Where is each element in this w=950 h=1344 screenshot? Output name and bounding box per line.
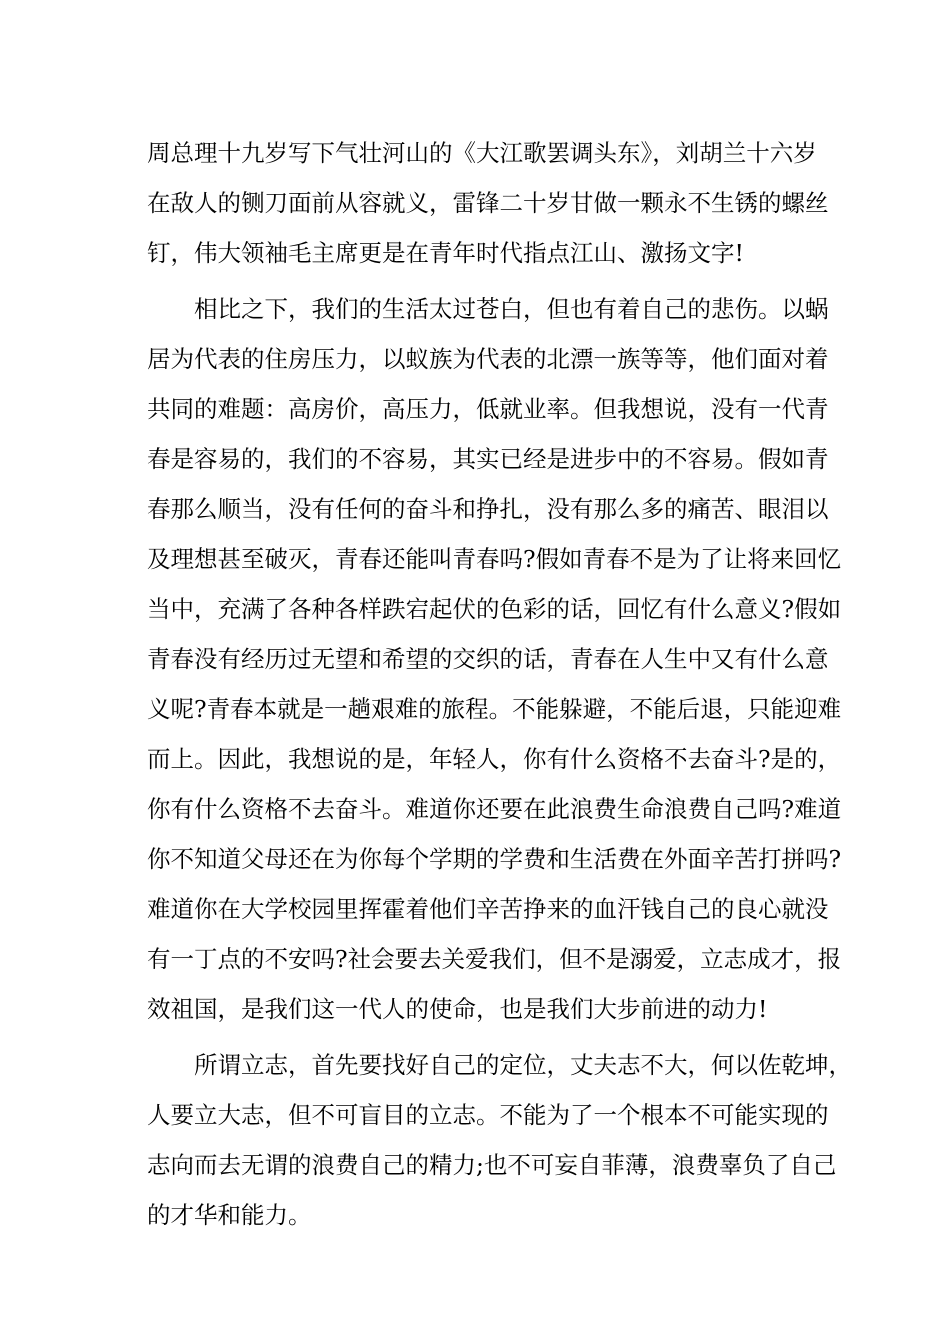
text-line: 及理想甚至破灭，青春还能叫青春吗?假如青春不是为了让将来回忆 xyxy=(147,545,842,573)
text-line: 人要立大志，但不可盲目的立志。不能为了一个根本不可能实现的 xyxy=(147,1101,829,1129)
text-line: 青春没有经历过无望和希望的交织的话，青春在人生中又有什么意 xyxy=(147,645,829,673)
text-line: 义呢?青春本就是一趟艰难的旅程。不能躲避，不能后退，只能迎难 xyxy=(147,695,842,723)
text-line: 你有什么资格不去奋斗。难道你还要在此浪费生命浪费自己吗?难道 xyxy=(147,795,842,823)
text-line: 居为代表的住房压力，以蚁族为代表的北漂一族等等，他们面对着 xyxy=(147,345,829,373)
paragraph-2 xyxy=(147,284,842,1034)
text-line: 难道你在大学校园里挥霍着他们辛苦挣来的血汗钱自己的良心就没 xyxy=(147,895,829,923)
text-line: 周总理十九岁写下气壮河山的《大江歌罢调头东》，刘胡兰十六岁 xyxy=(147,139,817,167)
paragraph-1 xyxy=(147,128,829,278)
text-line: 相比之下，我们的生活太过苍白，但也有着自己的悲伤。以蜗 xyxy=(194,295,829,323)
text-line: 当中，充满了各种各样跌宕起伏的色彩的话，回忆有什么意义?假如 xyxy=(147,595,842,623)
paragraph-3 xyxy=(147,1040,852,1240)
text-line: 有一丁点的不安吗?社会要去关爱我们，但不是溺爱，立志成才，报 xyxy=(147,945,842,973)
text-line: 春那么顺当，没有任何的奋斗和挣扎，没有那么多的痛苦、眼泪以 xyxy=(147,495,829,523)
text-line: 春是容易的，我们的不容易，其实已经是进步中的不容易。假如青 xyxy=(147,445,829,473)
document-body xyxy=(147,128,852,1240)
text-line: 钉，伟大领袖毛主席更是在青年时代指点江山、激扬文字! xyxy=(147,239,744,267)
text-line: 效祖国，是我们这一代人的使命，也是我们大步前进的动力! xyxy=(147,995,768,1023)
text-line: 在敌人的铡刀面前从容就义，雷锋二十岁甘做一颗永不生锈的螺丝 xyxy=(147,189,829,217)
text-line: 而上。因此，我想说的是，年轻人，你有什么资格不去奋斗?是的， xyxy=(147,745,842,773)
text-line: 的才华和能力。 xyxy=(147,1201,312,1229)
text-line: 志向而去无谓的浪费自己的精力;也不可妄自菲薄，浪费辜负了自己 xyxy=(147,1151,837,1179)
text-line: 所谓立志，首先要找好自己的定位，丈夫志不大，何以佐乾坤， xyxy=(194,1051,852,1079)
text-line: 你不知道父母还在为你每个学期的学费和生活费在外面辛苦打拼吗? xyxy=(147,845,842,873)
text-line: 共同的难题：高房价，高压力，低就业率。但我想说，没有一代青 xyxy=(147,395,829,423)
